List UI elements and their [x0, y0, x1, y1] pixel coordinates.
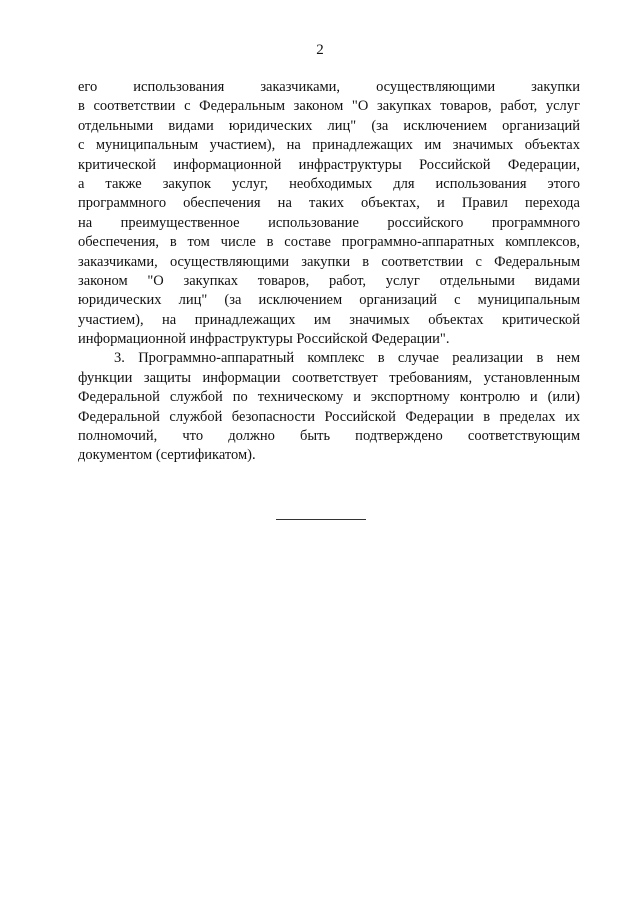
text-line: участием), на принадлежащих им значимых объектах критической — [78, 311, 580, 328]
text-line: юридических лиц" (за исключением организаций с муниципальным — [78, 292, 580, 309]
text-line: 3. Программно-аппаратный комплекс в случае реализации в нем — [114, 350, 580, 367]
text-line: Федеральной службой по техническому и экспортному контролю и (или) — [78, 389, 580, 406]
text-line: информационной инфраструктуры Российской Федерации". — [78, 331, 450, 348]
text-line: с муниципальным участием), на принадлежащих им значимых объектах — [78, 137, 580, 154]
text-line: в соответствии с Федеральным законом "О закупках товаров, работ, услуг — [78, 98, 580, 115]
text-line: его использования заказчиками, осуществляющими закупки — [78, 79, 580, 95]
text-line: функции защиты информации соответствует требованиям, установленным — [78, 369, 580, 386]
text-line: а также закупок услуг, необходимых для использования этого — [78, 175, 580, 192]
text-line: на преимущественное использование российского программного — [78, 214, 580, 231]
end-separator-line — [276, 519, 366, 520]
page-number: 2 — [316, 42, 324, 58]
text-line: программного обеспечения на таких объектах, и Правил перехода — [78, 195, 580, 212]
text-line: отдельными видами юридических лиц" (за исключением организаций — [78, 117, 580, 134]
text-line: критической информационной инфраструктуры Российской Федерации, — [78, 156, 580, 173]
document-body — [78, 78, 580, 466]
text-line: документом (сертификатом). — [78, 447, 256, 464]
text-line: законом "О закупках товаров, работ, услуг отдельными видами — [78, 272, 580, 289]
text-line: заказчиками, осуществляющими закупки в соответствии с Федеральным — [78, 253, 580, 270]
text-line: обеспечения, в том числе в составе программно-аппаратных комплексов, — [78, 234, 580, 251]
text-line: полномочий, что должно быть подтверждено соответствующим — [78, 428, 580, 445]
text-line: Федеральной службой безопасности Российской Федерации в пределах их — [78, 408, 580, 425]
